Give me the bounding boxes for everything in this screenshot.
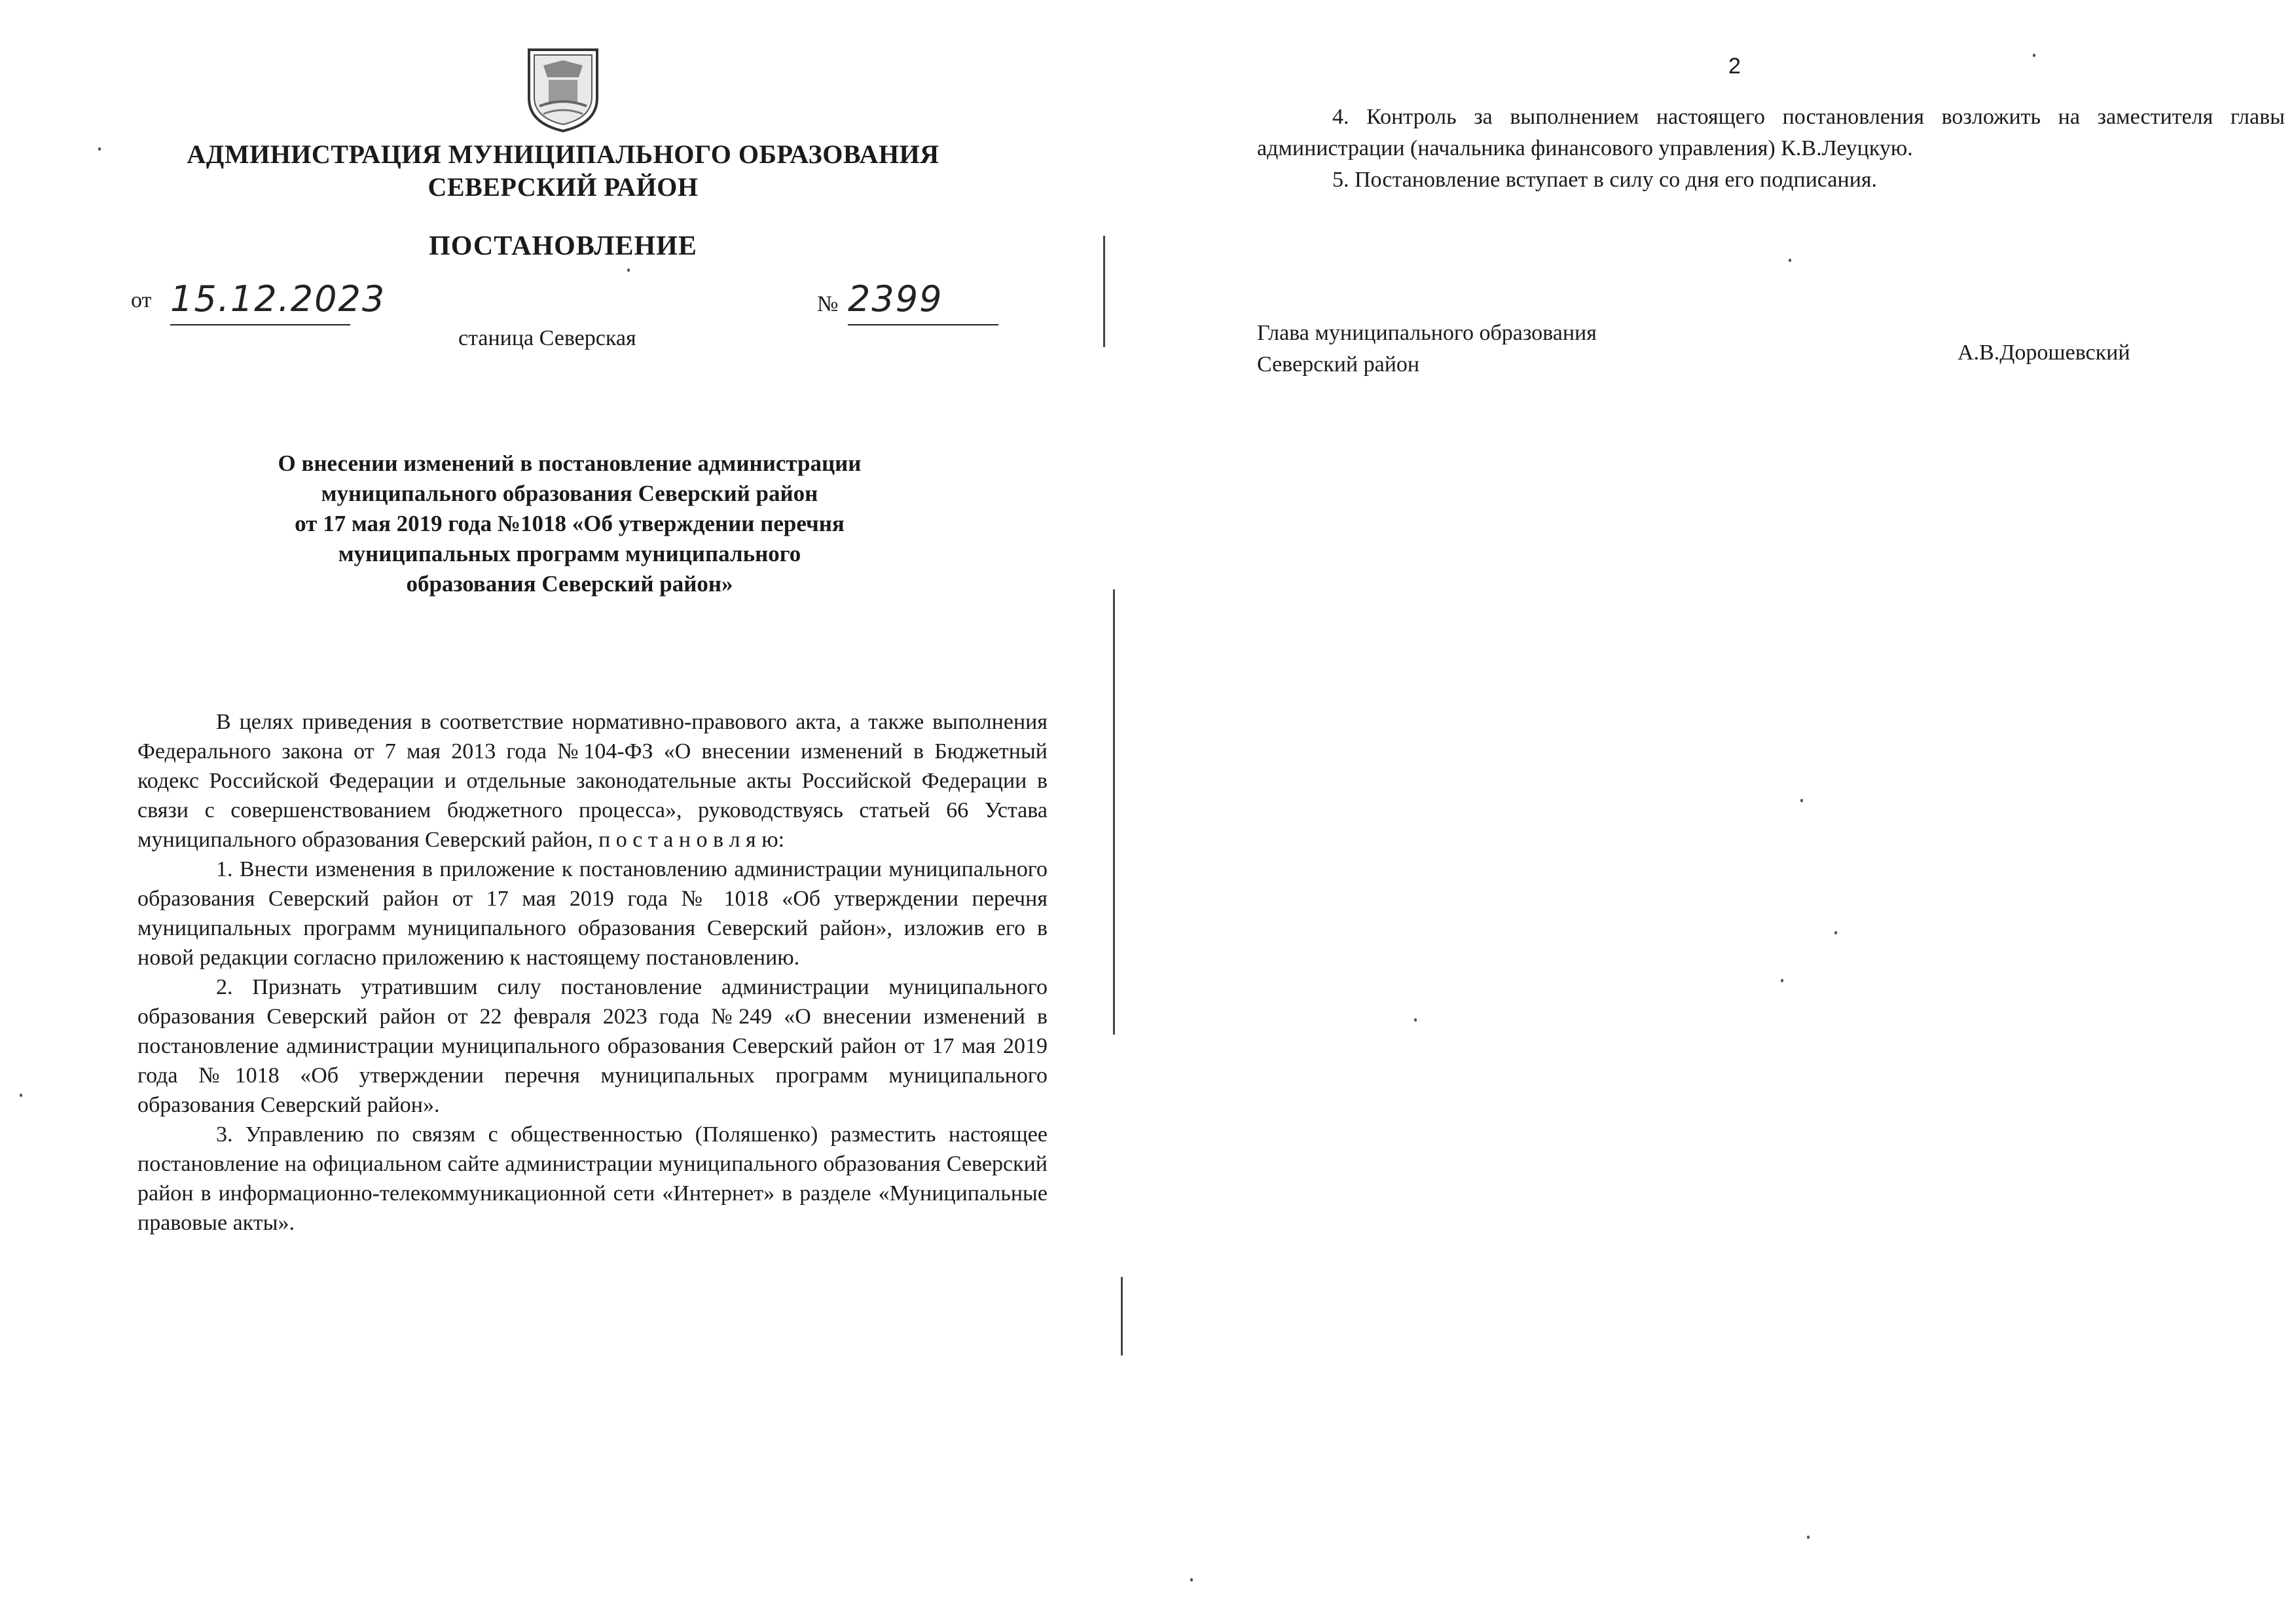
- date-prefix: от: [131, 288, 152, 312]
- subject-line: образования Северский район»: [406, 571, 733, 597]
- document-type: ПОСТАНОВЛЕНИЕ: [429, 231, 697, 261]
- paragraph-item-2: 2. Признать утратившим силу постановление администрации муниципального образования Северский район от 22 февраля 2023 года №249 «О внесении изменений в постановление администрации муниципального образования Северский район от 17 мая 2019 года №1018 «Об утверждении перечня муниципальных программ муниципального образования Северский район».: [137, 975, 1048, 1117]
- scan-speck: [20, 1094, 22, 1097]
- paragraph-item-4: 4. Контроль за выполнением настоящего постановления возложить на заместителя главы администрации (начальника финансового управления) К.В.Леуцкую.: [1257, 105, 2285, 160]
- scan-speck: [1781, 979, 1783, 982]
- coat-of-arms-icon: [524, 46, 602, 134]
- scan-speck: [1789, 259, 1791, 262]
- page-2: [1126, 0, 2296, 1624]
- signatory-title-line1: Глава муниципального образования: [1257, 321, 1597, 345]
- paragraph-preamble: В целях приведения в соответствие нормативно-правового акта, а также выполнения Федерального закона от 7 мая 2013 года №104-ФЗ «О внесении изменений в Бюджетный кодекс Российской Федерации и отдельные законодательные акты Российской Федерации в связи с совершенствованием бюджетного процесса», руководствуясь статьей 66 Устава муниципального образования Северский район, п о с т а н о в л я ю:: [137, 710, 1048, 852]
- org-name-line1: АДМИНИСТРАЦИЯ МУНИЦИПАЛЬНОГО ОБРАЗОВАНИЯ: [187, 139, 939, 169]
- scan-speck: [1834, 931, 1837, 934]
- signatory-title: [1257, 318, 1597, 380]
- place-of-issue: станица Северская: [458, 326, 636, 350]
- scan-speck: [1414, 1018, 1417, 1022]
- number-handwritten: 2399: [848, 278, 943, 320]
- scan-speck: [1800, 799, 1803, 802]
- paragraph-item-3: 3. Управлению по связям с общественностью (Поляшенко) разместить настоящее постановление на официальном сайте администрации муниципального образования Северский район в информационно-телекоммуникационной сети «Интернет» в разделе «Муниципальные правовые акты».: [137, 1122, 1048, 1235]
- scan-speck: [2033, 54, 2035, 57]
- scan-speck: [627, 268, 630, 272]
- page-number: 2: [1728, 54, 1741, 79]
- date-handwritten: 15.12.2023: [170, 278, 386, 320]
- scan-margin-line: [1103, 236, 1105, 347]
- org-name-line2: СЕВЕРСКИЙ РАЙОН: [428, 172, 699, 202]
- subject-line: от 17 мая 2019 года №1018 «Об утверждении перечня: [295, 511, 845, 536]
- scan-margin-line: [1113, 589, 1115, 1035]
- subject-line: муниципального образования Северский район: [321, 481, 818, 506]
- paragraph-item-1: 1. Внести изменения в приложение к постановлению администрации муниципального образования Северский район от 17 мая 2019 года № 1018 «Об утверждении перечня муниципальных программ муниципального образования Северский район», изложив его в новой редакции согласно приложению к настоящему постановлению.: [137, 857, 1048, 970]
- paragraph-item-5: 5. Постановление вступает в силу со дня его подписания.: [1332, 168, 1878, 192]
- document-subject: [223, 449, 917, 599]
- body-text: [137, 707, 1048, 1238]
- scan-margin-line: [1121, 1277, 1123, 1356]
- date-field: [170, 278, 386, 325]
- subject-line: муниципальных программ муниципального: [338, 541, 801, 566]
- scan-speck: [1807, 1536, 1810, 1539]
- signatory-title-line2: Северский район: [1257, 352, 1420, 377]
- scan-speck: [98, 147, 101, 151]
- body-text: [1257, 101, 2285, 196]
- signatory-name: А.В.Дорошевский: [1958, 341, 2130, 365]
- number-field: [848, 278, 998, 325]
- number-prefix: №: [817, 292, 839, 316]
- subject-line: О внесении изменений в постановление администрации: [278, 451, 862, 476]
- page-1: [0, 0, 1126, 1624]
